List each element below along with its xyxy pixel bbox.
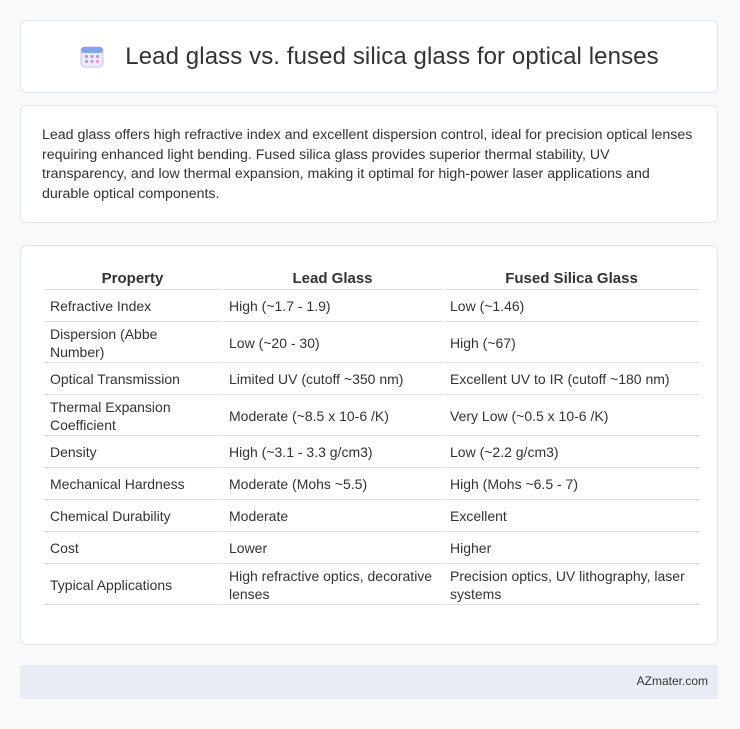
table-row bbox=[44, 469, 699, 500]
property-cell: Mechanical Hardness bbox=[44, 469, 221, 500]
lead-glass-cell: Limited UV (cutoff ~350 nm) bbox=[223, 364, 442, 395]
table-row bbox=[44, 565, 699, 605]
calendar-icon bbox=[79, 44, 105, 70]
comparison-card bbox=[20, 245, 718, 645]
title-row bbox=[79, 43, 658, 71]
fused-silica-cell: Higher bbox=[444, 533, 699, 564]
table-row bbox=[44, 501, 699, 532]
table-row bbox=[44, 533, 699, 564]
fused-silica-cell: Precision optics, UV lithography, laser systems bbox=[444, 565, 699, 605]
lead-glass-cell: High (~3.1 - 3.3 g/cm3) bbox=[223, 437, 442, 468]
lead-glass-cell: High refractive optics, decorative lenses bbox=[223, 565, 442, 605]
fused-silica-cell: High (~67) bbox=[444, 323, 699, 363]
lead-glass-cell: High (~1.7 - 1.9) bbox=[223, 291, 442, 322]
property-cell: Cost bbox=[44, 533, 221, 564]
property-cell: Thermal Expansion Coefficient bbox=[44, 396, 221, 436]
column-header-property: Property bbox=[44, 267, 221, 290]
property-cell: Optical Transmission bbox=[44, 364, 221, 395]
summary-text: Lead glass offers high refractive index and excellent dispersion control, ideal for precision optical lenses requiring enhanced light bending. Fused silica glass provides superior thermal stability, UV transparency, and low thermal expansion, making it optimal for high-power laser applications and durable optical components. bbox=[42, 127, 693, 202]
table-header-row bbox=[44, 267, 699, 290]
property-cell: Refractive Index bbox=[44, 291, 221, 322]
fused-silica-cell: High (Mohs ~6.5 - 7) bbox=[444, 469, 699, 500]
title-card bbox=[20, 20, 718, 93]
column-header-lead-glass: Lead Glass bbox=[223, 267, 442, 290]
fused-silica-cell: Low (~1.46) bbox=[444, 291, 699, 322]
fused-silica-cell: Very Low (~0.5 x 10-6 /K) bbox=[444, 396, 699, 436]
table-row bbox=[44, 437, 699, 468]
footer-brand[interactable]: AZmater.com bbox=[636, 674, 708, 688]
lead-glass-cell: Moderate (~8.5 x 10-6 /K) bbox=[223, 396, 442, 436]
table-row bbox=[44, 323, 699, 363]
fused-silica-cell: Low (~2.2 g/cm3) bbox=[444, 437, 699, 468]
lead-glass-cell: Moderate (Mohs ~5.5) bbox=[223, 469, 442, 500]
property-cell: Chemical Durability bbox=[44, 501, 221, 532]
property-cell: Typical Applications bbox=[44, 565, 221, 605]
comparison-table bbox=[42, 266, 701, 606]
summary-card bbox=[20, 105, 718, 223]
fused-silica-cell: Excellent UV to IR (cutoff ~180 nm) bbox=[444, 364, 699, 395]
lead-glass-cell: Lower bbox=[223, 533, 442, 564]
lead-glass-cell: Moderate bbox=[223, 501, 442, 532]
column-header-fused-silica: Fused Silica Glass bbox=[444, 267, 699, 290]
footer-bar bbox=[20, 665, 718, 699]
property-cell: Dispersion (Abbe Number) bbox=[44, 323, 221, 363]
table-row bbox=[44, 291, 699, 322]
table-row bbox=[44, 396, 699, 436]
table-row bbox=[44, 364, 699, 395]
property-cell: Density bbox=[44, 437, 221, 468]
page-title: Lead glass vs. fused silica glass for optical lenses bbox=[125, 42, 659, 70]
lead-glass-cell: Low (~20 - 30) bbox=[223, 323, 442, 363]
fused-silica-cell: Excellent bbox=[444, 501, 699, 532]
